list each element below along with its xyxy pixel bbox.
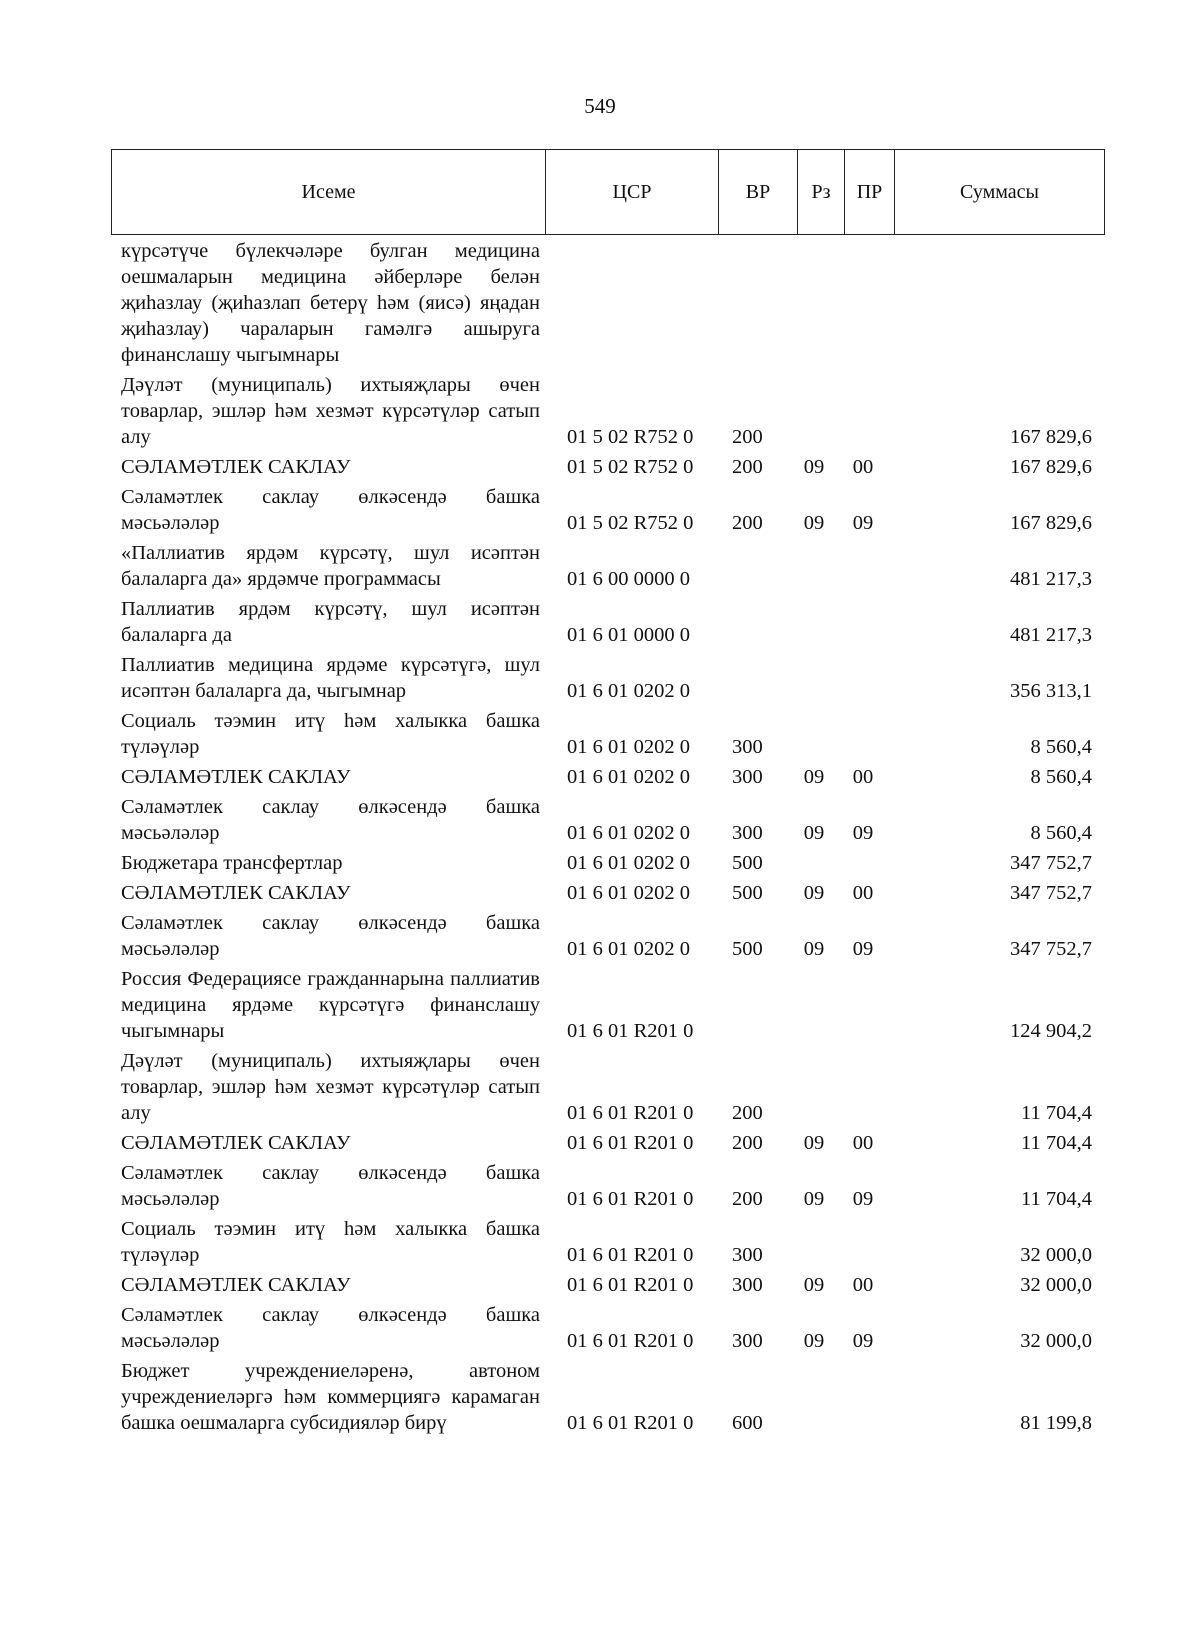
cell-sum: 8 560,4 — [1030, 736, 1092, 758]
cell-csr: 01 5 02 R752 0 — [567, 512, 694, 534]
table-row — [111, 484, 1104, 536]
header-vr: ВР — [719, 150, 798, 235]
cell-vr: 600 — [732, 1412, 763, 1434]
cell-vr: 300 — [732, 822, 763, 844]
cell-name: Сәламәтлек саклау өлкәсендә башка мәсьәләләр — [121, 1304, 540, 1352]
cell-pr: 00 — [852, 882, 874, 904]
cell-sum: 11 704,4 — [1021, 1102, 1092, 1124]
cell-rz: 09 — [803, 766, 825, 788]
cell-name: СӘЛАМӘТЛЕК САКЛАУ — [121, 1132, 351, 1154]
cell-name: Бюджетара трансфертлар — [121, 852, 343, 874]
cell-pr: 09 — [852, 1188, 874, 1210]
cell-vr: 300 — [732, 736, 763, 758]
cell-pr: 09 — [852, 938, 874, 960]
cell-rz: 09 — [803, 938, 825, 960]
cell-csr: 01 6 01 0202 0 — [567, 736, 690, 758]
table-row — [111, 966, 1104, 1044]
cell-csr: 01 6 01 0202 0 — [567, 852, 690, 874]
cell-csr: 01 6 01 R201 0 — [567, 1274, 694, 1296]
cell-pr: 09 — [852, 822, 874, 844]
cell-sum: 11 704,4 — [1021, 1188, 1092, 1210]
cell-name: «Паллиатив ярдәм күрсәтү, шул исәптән балаларга да» ярдәмче программасы — [121, 542, 540, 590]
cell-pr: 00 — [852, 766, 874, 788]
cell-sum: 167 829,6 — [1010, 426, 1092, 448]
table-row — [111, 794, 1104, 846]
cell-vr: 500 — [732, 938, 763, 960]
cell-sum: 8 560,4 — [1030, 766, 1092, 788]
cell-sum: 167 829,6 — [1010, 512, 1092, 534]
cell-sum: 11 704,4 — [1021, 1132, 1092, 1154]
cell-csr: 01 6 01 R201 0 — [567, 1132, 694, 1154]
header-name: Исеме — [112, 150, 546, 235]
table-row — [111, 910, 1104, 962]
cell-csr: 01 6 01 R201 0 — [567, 1102, 694, 1124]
cell-sum: 8 560,4 — [1030, 822, 1092, 844]
table-row — [111, 850, 1104, 876]
cell-sum: 124 904,2 — [1010, 1020, 1092, 1042]
cell-name: Дәүләт (муниципаль) ихтыяҗлары өчен товарлар, эшләр һәм хезмәт күрсәтүләр сатып алу — [121, 1050, 540, 1124]
cell-sum: 81 199,8 — [1020, 1412, 1092, 1434]
table-row — [111, 1130, 1104, 1156]
cell-rz: 09 — [803, 822, 825, 844]
cell-sum: 347 752,7 — [1010, 882, 1092, 904]
cell-vr: 200 — [732, 426, 763, 448]
cell-csr: 01 6 01 0202 0 — [567, 766, 690, 788]
cell-rz: 09 — [803, 1274, 825, 1296]
cell-rz: 09 — [803, 512, 825, 534]
cell-name: Сәламәтлек саклау өлкәсендә башка мәсьәләләр — [121, 486, 540, 534]
table-row — [111, 1216, 1104, 1268]
cell-vr: 200 — [732, 512, 763, 534]
cell-name: күрсәтүче бүлекчәләре булган медицина оешмаларын медицина әйберләре белән җиһазлау (җиһазлап бетерү һәм (яисә) яңадан җиһазлау) чараларын гамәлгә ашыруга финанслашу чыгымнары — [121, 240, 540, 366]
cell-vr: 200 — [732, 456, 763, 478]
table-body — [111, 238, 1104, 1440]
cell-name: Паллиатив ярдәм күрсәтү, шул исәптән балаларга да — [121, 598, 540, 646]
cell-pr: 00 — [852, 456, 874, 478]
cell-sum: 167 829,6 — [1010, 456, 1092, 478]
cell-name: Социаль тәэмин итү һәм халыкка башка түләүләр — [121, 710, 540, 758]
cell-name: Бюджет учреждениеләренә, автоном учреждениеләргә һәм коммерциягә карамаган башка оешмаларга субсидияләр бирү — [121, 1360, 540, 1434]
table-row — [111, 1302, 1104, 1354]
cell-csr: 01 6 01 0202 0 — [567, 822, 690, 844]
cell-pr: 09 — [852, 1330, 874, 1352]
cell-csr: 01 6 01 0202 0 — [567, 882, 690, 904]
cell-name: СӘЛАМӘТЛЕК САКЛАУ — [121, 456, 351, 478]
cell-sum: 32 000,0 — [1020, 1244, 1092, 1266]
cell-rz: 09 — [803, 456, 825, 478]
cell-pr: 00 — [852, 1274, 874, 1296]
cell-csr: 01 6 01 0000 0 — [567, 624, 690, 646]
header-sum: Суммасы — [895, 150, 1105, 235]
cell-name: СӘЛАМӘТЛЕК САКЛАУ — [121, 766, 351, 788]
table-row — [111, 454, 1104, 480]
table-row — [111, 1358, 1104, 1436]
table-row — [111, 372, 1104, 450]
cell-vr: 200 — [732, 1188, 763, 1210]
table-row — [111, 238, 1104, 368]
table-row — [111, 1272, 1104, 1298]
cell-name: Паллиатив медицина ярдәме күрсәтүгә, шул исәптән балаларга да, чыгымнар — [121, 654, 540, 702]
cell-vr: 500 — [732, 852, 763, 874]
cell-csr: 01 6 00 0000 0 — [567, 568, 690, 590]
cell-name: Сәламәтлек саклау өлкәсендә башка мәсьәләләр — [121, 796, 540, 844]
cell-sum: 356 313,1 — [1010, 680, 1092, 702]
cell-rz: 09 — [803, 1132, 825, 1154]
cell-sum: 32 000,0 — [1020, 1274, 1092, 1296]
table-row — [111, 540, 1104, 592]
cell-sum: 481 217,3 — [1010, 624, 1092, 646]
cell-vr: 200 — [732, 1132, 763, 1154]
cell-sum: 347 752,7 — [1010, 852, 1092, 874]
cell-csr: 01 5 02 R752 0 — [567, 456, 694, 478]
cell-csr: 01 6 01 R201 0 — [567, 1188, 694, 1210]
cell-sum: 347 752,7 — [1010, 938, 1092, 960]
cell-sum: 481 217,3 — [1010, 568, 1092, 590]
cell-rz: 09 — [803, 1188, 825, 1210]
table-row — [111, 764, 1104, 790]
cell-csr: 01 6 01 R201 0 — [567, 1020, 694, 1042]
cell-name: Дәүләт (муниципаль) ихтыяҗлары өчен товарлар, эшләр һәм хезмәт күрсәтүләр сатып алу — [121, 374, 540, 448]
header-pr: ПР — [845, 150, 895, 235]
table-row — [111, 880, 1104, 906]
cell-csr: 01 5 02 R752 0 — [567, 426, 694, 448]
cell-pr: 00 — [852, 1132, 874, 1154]
cell-pr: 09 — [852, 512, 874, 534]
cell-name: СӘЛАМӘТЛЕК САКЛАУ — [121, 1274, 351, 1296]
cell-name: Сәламәтлек саклау өлкәсендә башка мәсьәләләр — [121, 1162, 540, 1210]
table-row — [111, 652, 1104, 704]
cell-name: СӘЛАМӘТЛЕК САКЛАУ — [121, 882, 351, 904]
cell-vr: 300 — [732, 766, 763, 788]
cell-vr: 200 — [732, 1102, 763, 1124]
cell-rz: 09 — [803, 1330, 825, 1352]
cell-vr: 300 — [732, 1274, 763, 1296]
cell-csr: 01 6 01 0202 0 — [567, 680, 690, 702]
cell-name: Сәламәтлек саклау өлкәсендә башка мәсьәләләр — [121, 912, 540, 960]
table-header — [111, 149, 1105, 235]
header-rz: Рз — [798, 150, 845, 235]
cell-sum: 32 000,0 — [1020, 1330, 1092, 1352]
table-row — [111, 596, 1104, 648]
cell-name: Социаль тәэмин итү һәм халыкка башка түләүләр — [121, 1218, 540, 1266]
cell-csr: 01 6 01 R201 0 — [567, 1244, 694, 1266]
table-row — [111, 1048, 1104, 1126]
cell-csr: 01 6 01 R201 0 — [567, 1412, 694, 1434]
cell-vr: 300 — [732, 1330, 763, 1352]
cell-csr: 01 6 01 0202 0 — [567, 938, 690, 960]
cell-name: Россия Федерациясе гражданнарына паллиатив медицина ярдәме күрсәтүгә финанслашу чыгымнары — [121, 968, 540, 1042]
header-csr: ЦСР — [546, 150, 719, 235]
cell-csr: 01 6 01 R201 0 — [567, 1330, 694, 1352]
cell-rz: 09 — [803, 882, 825, 904]
cell-vr: 300 — [732, 1244, 763, 1266]
table-row — [111, 1160, 1104, 1212]
table-row — [111, 708, 1104, 760]
page-number: 549 — [584, 94, 616, 118]
cell-vr: 500 — [732, 882, 763, 904]
